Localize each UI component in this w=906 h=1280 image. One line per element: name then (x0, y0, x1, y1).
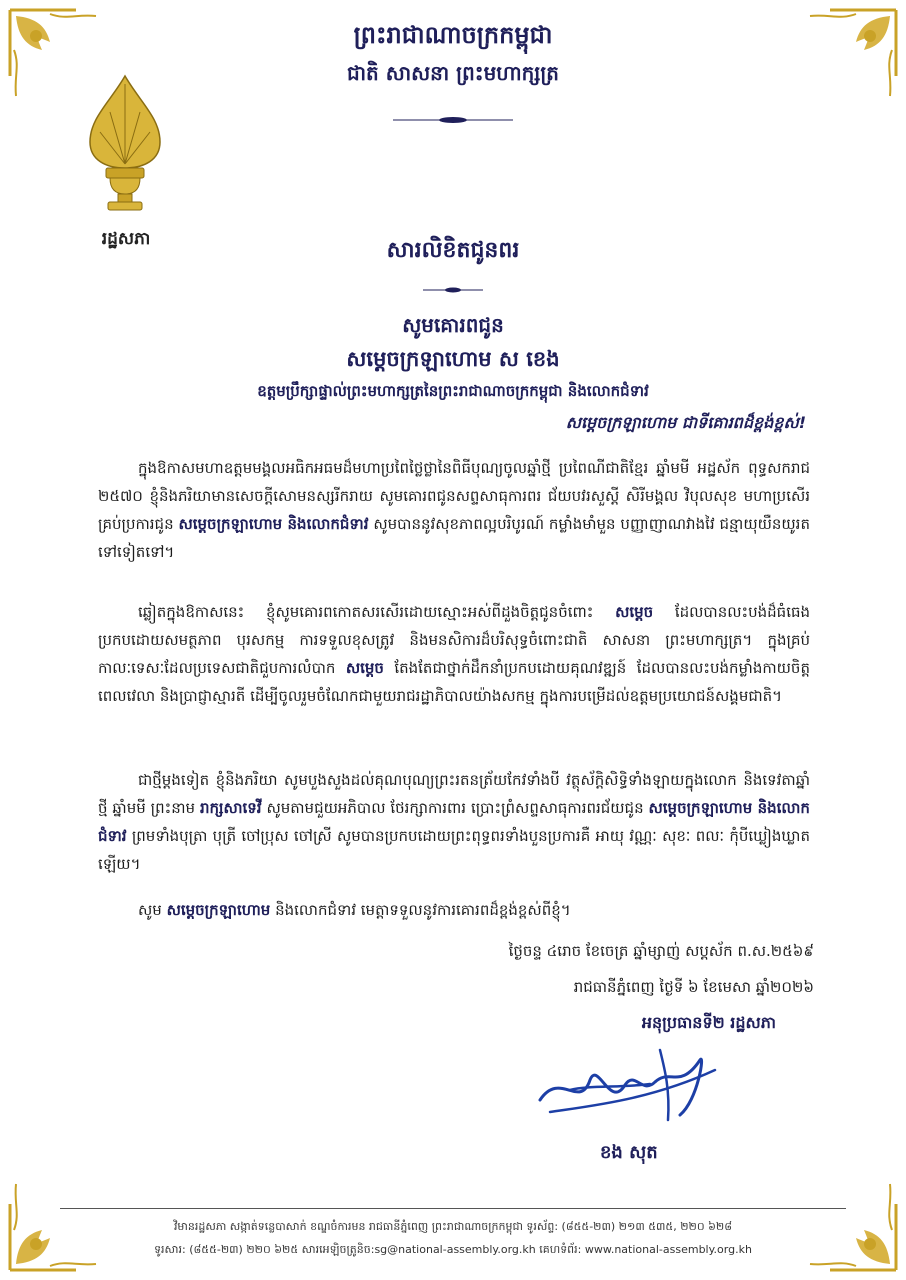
ornamental-divider (393, 116, 513, 124)
signer-name: ខង សុត (600, 1142, 658, 1163)
lunar-date: ថ្ងៃចន្ទ ៤រោច ខែចេត្រ ឆ្នាំម្សាញ់ សប្តស័ក ព.ស.២៥៦៩ (508, 942, 814, 960)
paragraph-3-mid: សូមតាមជួយអភិបាល ថែរក្សាការពារ ប្រោះព្រំសព្ទសាធុការពរជ័យជូន (266, 799, 644, 817)
footer-rule (60, 1208, 846, 1209)
paragraph-4-emphasis: សម្តេចក្រឡាហោម (166, 901, 271, 919)
letter-title: សារលិខិតជូនពរ (386, 237, 520, 263)
paragraph-4-text: សូម (138, 901, 162, 919)
addressed-to: សូមគោរពជូន (402, 313, 504, 337)
recipient-role: ឧត្តមប្រឹក្សាផ្ទាល់ព្រះមហាក្សត្រនៃព្រះរាជាណាចក្រកម្ពុជា និងលោកជំទាវ (257, 382, 649, 400)
paragraph-2-end: តែងតែជាថ្នាក់ដឹកនាំប្រកបដោយគុណវឌ្ឍន៍ ដែលបានលះបង់កម្លាំងកាយចិត្ត ពេលវេលា និងប្រាជ្ញាស្មារតី ដើម្បីចូលរួមចំណែកជាមួយរាជរដ្ឋាភិបាលយ៉ាងសកម្ម ក្នុងការបម្រើដល់ឧត្តមប្រយោជន៍សង្គមជាតិ។ (98, 659, 810, 705)
paragraph-3-text: ជាថ្មីម្តងទៀត ខ្ញុំនិងភរិយា សូមបួងសួងដល់គុណបុណ្យព្រះរតនត្រ័យកែវទាំងបី វត្ថុស័ក្តិសិទ្ធិទាំងឡាយក្នុងលោក និងទេវតាឆ្នាំថ្មី ឆ្នាំមមី ព្រះនាម (98, 771, 810, 817)
paragraph-2-emphasis: សម្តេច (615, 603, 654, 621)
national-assembly-emblem (80, 72, 170, 222)
paragraph-1-end: សូមបាននូវសុខភាពល្អបរិបូរណ៍ កម្លាំងមាំមួន បញ្ញាញាណវាងវៃ ជន្មាយុយឺនយូរតទៅទៀតទៅ។ (98, 515, 810, 561)
paragraph-4-end: និងលោកជំទាវ មេត្តាទទួលនូវការគោរពដ៏ខ្ពង់ខ្ពស់ពីខ្ញុំ។ (275, 901, 571, 919)
paragraph-1-text: ក្នុងឱកាសមហាឧត្តមមង្គលអធិកអធមដ៏មហាប្រពៃថ្លៃថ្លានៃពិធីបុណ្យចូលឆ្នាំថ្មី ប្រពៃណីជាតិខ្មែរ ឆ្នាំមមី អដ្ឋស័ក ពុទ្ធសករាជ ២៥៧០ ខ្ញុំនិងភរិយាមានសេចក្តីសោមនស្សរីករាយ សូមគោរពជូនសព្ទសាធុការពរ ជ័យបវរសួស្តី សិរីមង្គល វិបុលសុខ មហាប្រសើរគ្រប់ប្រការជូន (98, 459, 810, 533)
paragraph-3-end: ព្រមទាំងបុត្រា បុត្រី ចៅប្រុស ចៅស្រី សូមបានប្រកបដោយព្រះពុទ្ធពរទាំងបួនប្រការគឺ អាយុ វណ្ណៈ សុខៈ ពលៈ កុំបីឃ្លៀងឃ្លាតឡើយ។ (98, 827, 810, 873)
national-motto: ជាតិ សាសនា ព្រះមហាក្សត្រ (347, 61, 559, 85)
paragraph-2-emphasis-2: សម្តេច (345, 659, 384, 677)
paragraph-1-emphasis: សម្តេចក្រឡាហោម និងលោកជំទាវ (178, 515, 369, 533)
footer-contact: ទូរសារ: (៨៥៥-២៣) ២២០ ៦២៥ សារអេឡិចត្រូនិច:sg@national-assembly.org.kh គេហទំព័រ: www.national-assembly.org.kh (154, 1243, 752, 1256)
paragraph-1 (98, 454, 810, 566)
handwritten-signature (530, 1040, 730, 1130)
paragraph-2 (98, 598, 810, 710)
institution-name: រដ្ឋសភា (101, 229, 151, 249)
solar-date: រាជធានីភ្នំពេញ ថ្ងៃទី ៦ ខែមេសា ឆ្នាំ២០២៦ (573, 978, 814, 996)
paragraph-3 (98, 766, 810, 878)
paragraph-4 (98, 896, 810, 924)
recipient-name: សម្តេចក្រឡាហោម ស ខេង (346, 347, 560, 371)
paragraph-3-emphasis: រាក្សសាទេវី (199, 799, 262, 817)
signer-title: អនុប្រធានទី២ រដ្ឋសភា (641, 1013, 776, 1032)
honorific-salutation: សម្តេចក្រឡាហោម ជាទីគោរពដ៏ខ្ពង់ខ្ពស់! (565, 413, 806, 432)
paragraph-2-mid: ដែលបានលះបង់ដ៏ធំធេងប្រកបដោយសមត្ថភាព បុរសកម្ម ការទទួលខុសត្រូវ និងមនសិការដ៏បរិសុទ្ធចំពោះជាតិ សាសនា ព្រះមហាក្សត្រ។ ក្នុងគ្រប់កាលៈទេសៈដែលប្រទេសជាតិជួបការលំបាក (98, 603, 810, 677)
footer-address: វិមានរដ្ឋសភា សង្កាត់ទន្លេបាសាក់ ខណ្ឌចំការមន រាជធានីភ្នំពេញ ព្រះរាជាណាចក្រកម្ពុជា ទូរស័ព្ទ: (៨៥៥-២៣) ២១៣ ៥៣៥, ២២០ ៦២៨ (173, 1220, 733, 1233)
title-divider (423, 286, 483, 294)
kingdom-name: ព្រះរាជាណាចក្រកម្ពុជា (353, 20, 553, 49)
paragraph-3-emphasis-2: សម្តេចក្រឡាហោម និងលោកជំទាវ (98, 799, 810, 845)
paragraph-2-text: ឆ្លៀតក្នុងឱកាសនេះ ខ្ញុំសូមគោរពកោតសរសើរដោយស្មោះអស់ពីដួងចិត្តជូនចំពោះ (138, 603, 594, 621)
